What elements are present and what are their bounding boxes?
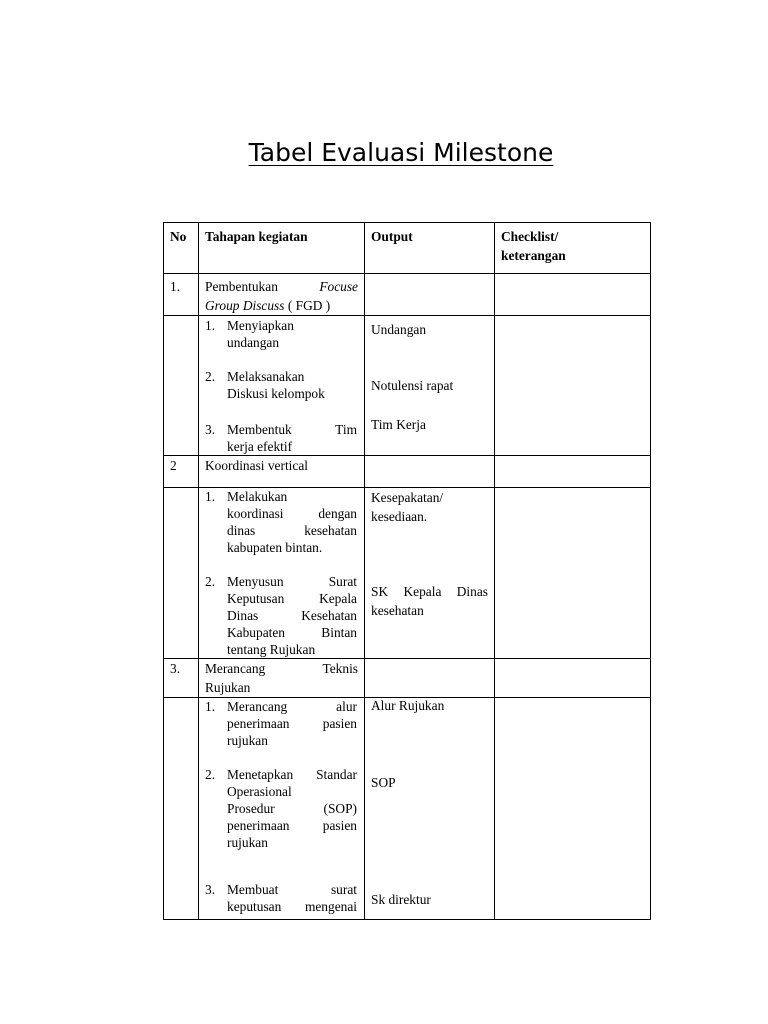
checklist-cell (495, 698, 651, 920)
table-row (164, 698, 651, 920)
list-item: 1. Merancang alur penerimaan pasien rujukan (205, 699, 357, 748)
checklist-cell (495, 456, 651, 488)
checklist-cell (495, 488, 651, 659)
output-cell (365, 274, 495, 316)
output-text: Kesepakatan/ kesediaan. (371, 490, 444, 524)
output-cell (365, 456, 495, 488)
table-row (164, 274, 651, 316)
row-number: 3. (164, 659, 199, 698)
row-number (164, 488, 199, 659)
list-item: 2. Menetapkan Standar Operasional Prosedur (SOP) penerimaan pasien rujukan (205, 767, 357, 850)
output-cell (365, 488, 495, 659)
table-row (164, 488, 651, 659)
table-row (164, 659, 651, 698)
checklist-cell (495, 659, 651, 698)
page-title: Tabel Evaluasi Milestone (248, 138, 554, 167)
list-item: 3. Membentuk Tim kerja efektif (205, 422, 357, 454)
row-number (164, 698, 199, 920)
header-checklist: Checklist/ keterangan (495, 223, 651, 274)
output-text: Undangan (371, 322, 427, 337)
output-cell (365, 316, 495, 456)
output-text: Notulensi rapat (371, 378, 454, 393)
list-item: 3. Membuat surat keputusan mengenai (205, 882, 357, 914)
table-header-row (164, 223, 651, 274)
header-output: Output (365, 223, 495, 274)
output-cell (365, 698, 495, 920)
header-no: No (164, 223, 199, 274)
stage-cell: Koordinasi vertical (199, 456, 365, 488)
milestone-table (163, 222, 651, 920)
stage-cell: Merancang Teknis Rujukan (199, 659, 365, 698)
steps-cell (199, 488, 365, 659)
stage-cell: Pembentukan Focuse Group Discuss ( FGD ) (199, 274, 365, 316)
output-cell (365, 659, 495, 698)
header-tahapan: Tahapan kegiatan (199, 223, 365, 274)
table-row (164, 316, 651, 456)
list-item: 2. Melaksanakan Diskusi kelompok (205, 369, 325, 401)
table-row (164, 456, 651, 488)
steps-cell (199, 698, 365, 920)
row-number (164, 316, 199, 456)
output-text: SK Kepala Dinas kesehatan (371, 584, 488, 618)
list-item: 2. Menyusun Surat Keputusan Kepala Dinas Kesehatan Kabupaten Bintan tentang Rujukan (205, 574, 357, 657)
checklist-cell (495, 316, 651, 456)
output-text: SOP (371, 775, 396, 790)
output-text: Alur Rujukan (371, 698, 445, 713)
list-item: 1. Melakukan koordinasi dengan dinas kesehatan kabupaten bintan. (205, 489, 357, 555)
output-text: Tim Kerja (371, 417, 426, 432)
row-number: 2 (164, 456, 199, 488)
checklist-cell (495, 274, 651, 316)
list-item: 1. Menyiapkan undangan (205, 318, 294, 350)
steps-cell (199, 316, 365, 456)
output-text: Sk direktur (371, 892, 431, 907)
row-number: 1. (164, 274, 199, 316)
